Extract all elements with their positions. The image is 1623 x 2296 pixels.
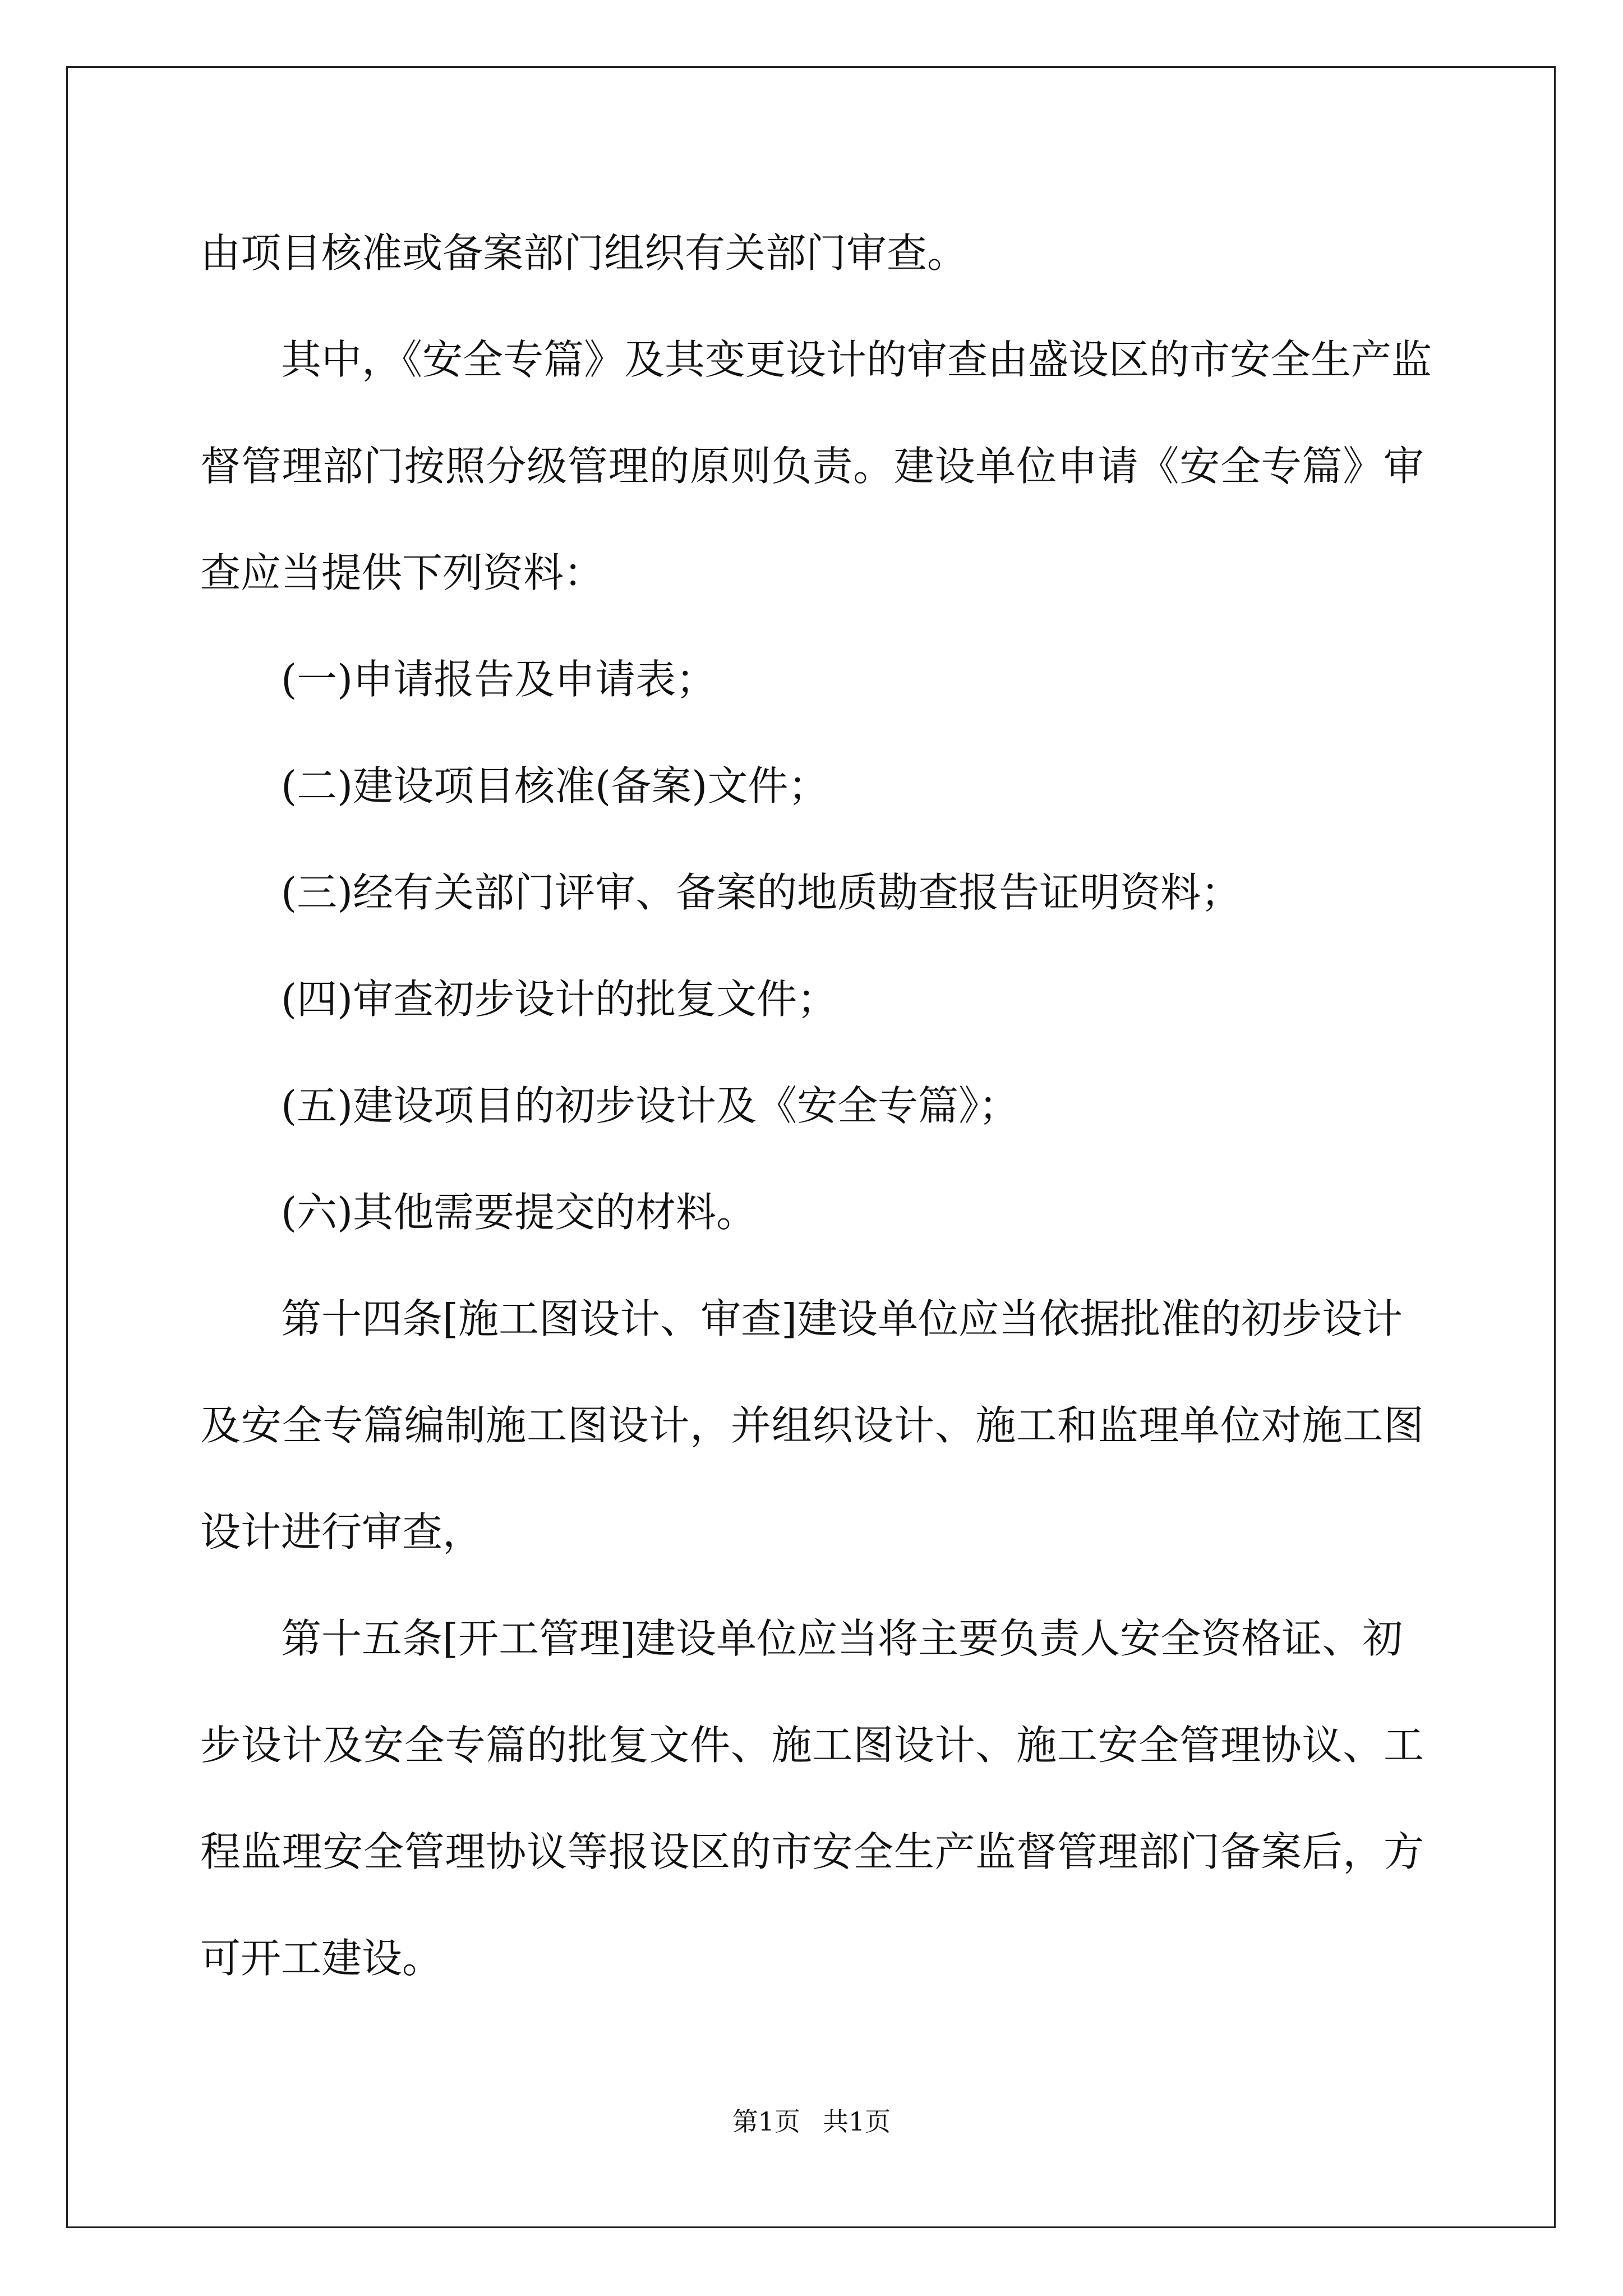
- page-footer: [0, 2105, 1623, 2138]
- page-border: [66, 66, 1556, 2228]
- article-14-line-1: 第十四条[施工图设计、审查]建设单位应当依据批准的初步设计: [281, 1295, 1403, 1342]
- article-15-line-2: 步设计及安全专篇的批复文件、施工图设计、施工安全管理协议、工: [200, 1722, 1424, 1769]
- list-item-1: (一)申请报告及申请表；: [281, 656, 717, 703]
- page-number: 第1页: [732, 2106, 800, 2137]
- article-15-line-4: 可开工建设。: [200, 1935, 443, 1982]
- article-14-line-3: 设计进行审查，: [200, 1508, 483, 1556]
- total-pages: 共1页: [823, 2106, 891, 2137]
- list-item-2: (二)建设项目核准(备案)文件；: [281, 762, 829, 809]
- text-line-2: 其中，《安全专篇》及其变更设计的审查由盛设区的市安全生产监: [281, 336, 1432, 383]
- list-item-3: (三)经有关部门评审、备案的地质勘查报告证明资料；: [281, 869, 1242, 916]
- text-line-4: 查应当提供下列资料：: [200, 549, 605, 596]
- text-line-3: 督管理部门按照分级管理的原则负责。建设单位申请《安全专篇》审: [200, 443, 1424, 490]
- list-item-6: (六)其他需要提交的材料。: [281, 1189, 757, 1236]
- list-item-4: (四)审查初步设计的批复文件；: [281, 976, 838, 1023]
- article-15-line-3: 程监理安全管理协议等报设区的市安全生产监督管理部门备案后，方: [200, 1828, 1424, 1875]
- list-item-5: (五)建设项目的初步设计及《安全专篇》；: [281, 1082, 1020, 1129]
- text-line-1: 由项目核准或备案部门组织有关部门审查。: [200, 229, 968, 277]
- article-14-line-2: 及安全专篇编制施工图设计，并组织设计、施工和监理单位对施工图: [200, 1402, 1424, 1449]
- article-15-line-1: 第十五条[开工管理]建设单位应当将主要负责人安全资格证、初: [281, 1615, 1403, 1662]
